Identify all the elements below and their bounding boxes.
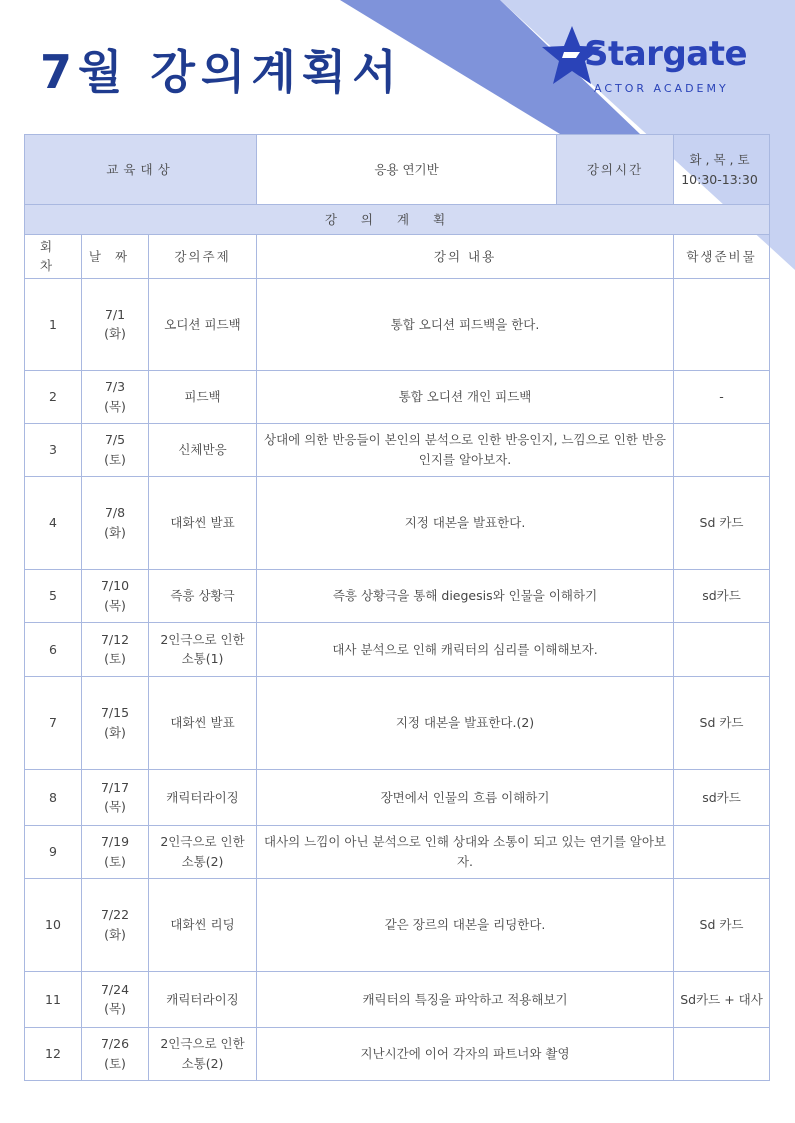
table-row <box>25 1027 770 1080</box>
row-no: 1 <box>25 278 82 370</box>
day-text: (토) <box>104 451 126 467</box>
row-no: 12 <box>25 1027 82 1080</box>
row-date <box>82 423 149 476</box>
row-content: 상대에 의한 반응들이 본인의 분석으로 인한 반응인지, 느낌으로 인한 반응인지를 알아보자. <box>257 423 674 476</box>
row-content: 캐릭터의 특징을 파악하고 적용해보기 <box>257 971 674 1027</box>
row-no: 2 <box>25 370 82 423</box>
day-text: (목) <box>104 799 126 815</box>
row-prep: Sd 카드 <box>674 676 770 769</box>
date-text: 7/22 <box>100 907 130 923</box>
lecture-plan-table <box>24 134 770 1081</box>
table-row <box>25 278 770 370</box>
row-topic: 2인극으로 인한 소통(2) <box>149 1027 257 1080</box>
class-name: 응용 연기반 <box>257 135 557 205</box>
row-date <box>82 278 149 370</box>
row-content: 지정 대본을 발표한다.(2) <box>257 676 674 769</box>
row-topic: 대화씬 발표 <box>149 476 257 569</box>
row-content: 같은 장르의 대본을 리딩한다. <box>257 878 674 971</box>
row-content: 통합 오디션 개인 피드백 <box>257 370 674 423</box>
table-row <box>25 825 770 878</box>
row-prep <box>674 1027 770 1080</box>
row-date <box>82 1027 149 1080</box>
row-date <box>82 825 149 878</box>
row-prep: sd카드 <box>674 569 770 622</box>
row-prep: sd카드 <box>674 769 770 825</box>
logo-subtitle: ACTOR ACADEMY <box>594 82 729 95</box>
row-topic: 2인극으로 인한 소통(1) <box>149 622 257 676</box>
target-label: 교육대상 <box>25 135 257 205</box>
date-text: 7/3 <box>104 379 126 395</box>
row-prep: Sd 카드 <box>674 878 770 971</box>
row-no: 7 <box>25 676 82 769</box>
row-date <box>82 971 149 1027</box>
table-row <box>25 878 770 971</box>
row-content: 대사 분석으로 인해 캐릭터의 심리를 이해해보자. <box>257 622 674 676</box>
stargate-logo <box>540 20 770 100</box>
row-prep <box>674 825 770 878</box>
row-content: 지난시간에 이어 각자의 파트너와 촬영 <box>257 1027 674 1080</box>
row-content: 대사의 느낌이 아닌 분석으로 인해 상대와 소통이 되고 있는 연기를 알아보자. <box>257 825 674 878</box>
row-topic: 대화씬 발표 <box>149 676 257 769</box>
row-prep <box>674 423 770 476</box>
logo-wordmark: Stargate <box>584 34 748 74</box>
col-no: 회차 <box>25 235 82 279</box>
date-text: 7/1 <box>104 306 126 322</box>
row-no: 10 <box>25 878 82 971</box>
row-date <box>82 622 149 676</box>
table-row <box>25 569 770 622</box>
row-date <box>82 370 149 423</box>
row-date <box>82 476 149 569</box>
row-date <box>82 769 149 825</box>
info-row <box>25 135 770 205</box>
row-topic: 피드백 <box>149 370 257 423</box>
date-text: 7/17 <box>100 779 130 795</box>
row-prep: Sd카드 + 대사 <box>674 971 770 1027</box>
table-row <box>25 423 770 476</box>
date-text: 7/26 <box>100 1036 130 1052</box>
row-content: 지정 대본을 발표한다. <box>257 476 674 569</box>
date-text: 7/24 <box>100 981 130 997</box>
row-no: 11 <box>25 971 82 1027</box>
row-prep: - <box>674 370 770 423</box>
date-text: 7/12 <box>100 631 130 647</box>
row-no: 3 <box>25 423 82 476</box>
lecture-hours: 10:30-13:30 <box>681 171 758 187</box>
row-topic: 즉흥 상황극 <box>149 569 257 622</box>
col-date: 날짜 <box>82 235 149 279</box>
day-text: (화) <box>104 724 126 740</box>
day-text: (토) <box>104 651 126 667</box>
row-topic: 신체반응 <box>149 423 257 476</box>
date-text: 7/5 <box>104 432 126 448</box>
row-no: 4 <box>25 476 82 569</box>
table-row <box>25 622 770 676</box>
row-topic: 2인극으로 인한 소통(2) <box>149 825 257 878</box>
table-row <box>25 476 770 569</box>
row-date <box>82 878 149 971</box>
row-no: 8 <box>25 769 82 825</box>
table-row <box>25 971 770 1027</box>
day-text: (목) <box>104 398 126 414</box>
day-text: (화) <box>104 326 126 342</box>
section-row <box>25 205 770 235</box>
time-label: 강의시간 <box>557 135 674 205</box>
day-text: (목) <box>104 597 126 613</box>
section-title: 강의계획 <box>25 205 770 235</box>
row-date <box>82 569 149 622</box>
row-topic: 대화씬 리딩 <box>149 878 257 971</box>
row-prep <box>674 622 770 676</box>
lecture-days: 화 , 목 , 토 <box>689 152 750 168</box>
table-row <box>25 769 770 825</box>
day-text: (화) <box>104 524 126 540</box>
page-title: 7월 강의계획서 <box>40 45 403 99</box>
lecture-time <box>674 135 770 205</box>
day-text: (목) <box>104 1001 126 1017</box>
col-content: 강의 내용 <box>257 235 674 279</box>
row-no: 6 <box>25 622 82 676</box>
row-date <box>82 676 149 769</box>
date-text: 7/19 <box>100 834 130 850</box>
row-topic: 오디션 피드백 <box>149 278 257 370</box>
row-topic: 캐릭터라이징 <box>149 971 257 1027</box>
column-header-row <box>25 235 770 279</box>
table-row <box>25 370 770 423</box>
day-text: (토) <box>104 1055 126 1071</box>
row-no: 5 <box>25 569 82 622</box>
row-content: 장면에서 인물의 흐름 이해하기 <box>257 769 674 825</box>
row-content: 즉흥 상황극을 통해 diegesis와 인물을 이해하기 <box>257 569 674 622</box>
date-text: 7/10 <box>100 578 130 594</box>
day-text: (토) <box>104 853 126 869</box>
col-topic: 강의주제 <box>149 235 257 279</box>
row-prep <box>674 278 770 370</box>
day-text: (화) <box>104 926 126 942</box>
row-no: 9 <box>25 825 82 878</box>
date-text: 7/15 <box>100 705 130 721</box>
date-text: 7/8 <box>104 505 126 521</box>
row-topic: 캐릭터라이징 <box>149 769 257 825</box>
row-prep: Sd 카드 <box>674 476 770 569</box>
row-content: 통합 오디션 피드백을 한다. <box>257 278 674 370</box>
table-row <box>25 676 770 769</box>
col-prep: 학생준비물 <box>674 235 770 279</box>
